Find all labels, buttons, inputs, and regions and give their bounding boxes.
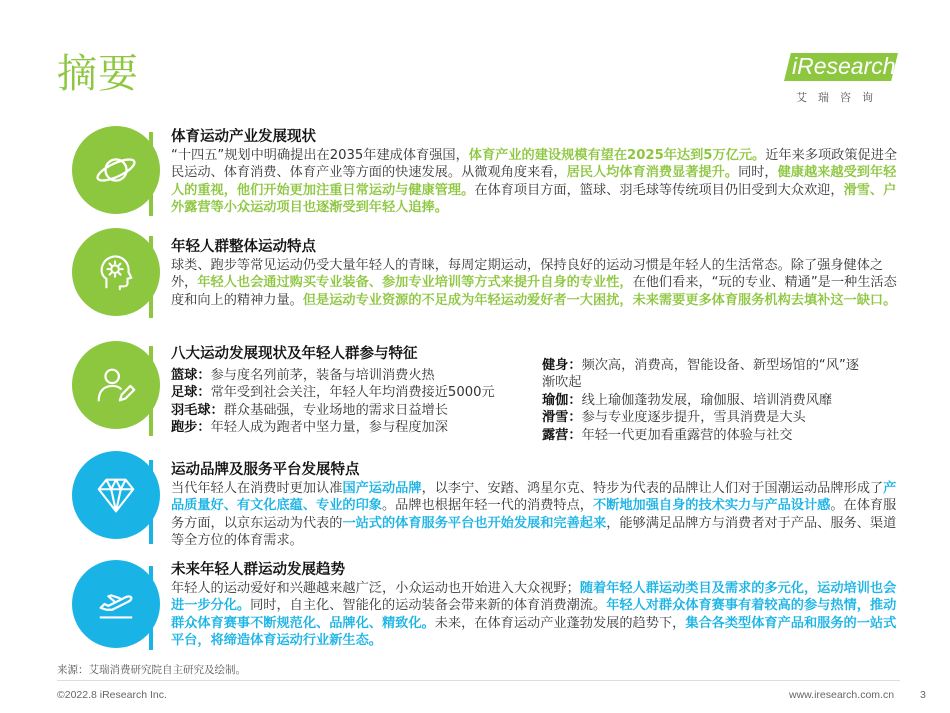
- sport-description: 频次高，消费高，智能设备、新型场馆的“风”逐渐吹起: [542, 358, 859, 391]
- highlight-text: 健康越来越受到年轻人的重视，他们开始更加注重日常运动与健康管理。: [171, 165, 897, 198]
- body-text: 在体育项目方面，篮球、羽毛球等传统项目仍旧受到大众欢迎，: [474, 182, 844, 198]
- source-note: 来源：艾瑞消费研究院自主研究及绘制。: [57, 664, 246, 676]
- sport-name: 瑜伽：: [542, 392, 582, 408]
- section-body: [171, 257, 901, 309]
- sports-list-right: [542, 357, 872, 444]
- highlight-text: 一站式的体育服务平台也开始发展和完善起来: [342, 515, 607, 531]
- highlight-text: 年轻人对群众体育赛事有着较高的参与热情，推动群众体育赛事不断规范化、品牌化、精致化。: [171, 598, 897, 631]
- body-text: 在他们看来，“玩的专业、精通”是一种生活态度和向上的精神力量。: [171, 275, 897, 308]
- highlight-text: 集合各类型体育产品和服务的一站式平台，将缔造体育运动行业新生态。: [171, 615, 897, 649]
- section-bar: [149, 236, 153, 318]
- section-young-characteristics: [171, 238, 901, 309]
- sport-name: 羽毛球：: [171, 402, 224, 418]
- sport-name: 跑步：: [171, 420, 211, 436]
- sport-item: [542, 392, 872, 409]
- body-text: 同时，自主化、智能化的运动装备会带来新的体育消费潮流。: [250, 598, 607, 614]
- person-edit-icon: [72, 341, 160, 429]
- highlight-text: 不断地加强自身的技术实力与产品设计感: [593, 498, 831, 514]
- planet-icon: [72, 126, 160, 214]
- section-body: [171, 480, 901, 550]
- body-text: “十四五”规划中明确提出在2035年建成体育强国，: [171, 148, 469, 163]
- section-title: 年轻人群整体运动特点: [171, 239, 316, 255]
- diamond-icon: [72, 451, 160, 539]
- body-text: ，以李宁、安踏、鸿星尔克、特步为代表的品牌让人们对于国潮运动品牌形成了: [421, 481, 884, 496]
- sport-description: 线上瑜伽蓬勃发展，瑜伽服、培训消费风靡: [581, 392, 833, 408]
- highlight-text: 产品质量好、有文化底蕴、专业的印象: [171, 481, 897, 514]
- section-bar: [149, 566, 153, 650]
- copyright: ©2022.8 iResearch Inc.: [57, 689, 167, 701]
- body-text: 近年来多项政策促进全民运动、体育消费、体育产业等方面的快速发展。从微观角度来看，: [171, 148, 898, 181]
- body-text: 当代年轻人在消费时更加认准: [171, 481, 343, 496]
- section-industry-status: [171, 128, 901, 217]
- sport-name: 滑雪：: [542, 410, 582, 426]
- section-brand-platform: [171, 461, 901, 550]
- sport-description: 参与专业度逐步提升，雪具消费是大头: [581, 410, 806, 426]
- section-title: 运动品牌及服务平台发展特点: [171, 462, 360, 478]
- highlight-text: 年轻人也会通过购买专业装备、参加专业培训等方式来提升自身的专业性，: [197, 275, 633, 291]
- section-bar: [149, 346, 153, 436]
- sport-description: 参与度名列前茅，装备与培训消费火热: [210, 368, 435, 383]
- section-body: [171, 147, 901, 217]
- sport-description: 群众基础强，专业场地的需求日益增长: [223, 402, 448, 418]
- section-bar: [149, 460, 153, 544]
- sport-item: [171, 384, 531, 401]
- logo-subtitle: 艾瑞咨询: [796, 91, 884, 104]
- sport-name: 足球：: [171, 385, 211, 401]
- highlight-text: 居民人均体育消费显著提升。: [566, 165, 739, 181]
- iresearch-logo: [784, 49, 904, 109]
- sports-list-left: [171, 367, 531, 437]
- highlight-text: 随着年轻人群运动类目及需求的多元化，运动培训也会进一步分化。: [171, 581, 897, 614]
- sport-name: 篮球：: [171, 368, 211, 383]
- sport-item: [171, 367, 531, 384]
- body-text: 。在体育服务方面，以京东运动为代表的: [171, 498, 897, 531]
- highlight-text: 但是运动专业资源的不足成为年轻运动爱好者一大困扰，未来需要更多体育服务机构去填补这一缺口。: [302, 292, 897, 308]
- sport-name: 健身：: [542, 358, 582, 373]
- page-number: 3: [920, 689, 926, 701]
- website-link[interactable]: www.iresearch.com.cn: [789, 689, 895, 701]
- sport-item: [171, 402, 531, 419]
- sport-item: [542, 427, 872, 444]
- logo-text: iResearch: [792, 53, 896, 79]
- section-future-trends: [171, 561, 901, 650]
- sport-name: 露营：: [542, 427, 582, 443]
- highlight-text: 体育产业的建设规模有望在2025年达到5万亿元。: [468, 148, 766, 163]
- section-title: 未来年轻人群运动发展趋势: [171, 562, 345, 578]
- body-text: 年轻人的运动爱好和兴趣越来越广泛，小众运动也开始进入大众视野；: [171, 581, 580, 596]
- body-text: 同时，: [738, 165, 778, 181]
- page-title: 摘要: [57, 51, 139, 97]
- section-title: 体育运动产业发展现状: [171, 129, 316, 145]
- highlight-text: 国产运动品牌: [342, 481, 422, 496]
- sport-description: 常年受到社会关注，年轻人年均消费接近5000元: [210, 385, 495, 401]
- section-body: [171, 580, 901, 650]
- body-text: 。品牌也根据年轻一代的消费特点，: [382, 498, 593, 514]
- sport-description: 年轻一代更加看重露营的体验与社交: [581, 427, 793, 443]
- section-title: 八大运动发展现状及年轻人群参与特征: [171, 346, 418, 362]
- body-text: 未来，在体育运动产业蓬勃发展的趋势下，: [434, 615, 686, 631]
- section-bar: [149, 132, 153, 216]
- highlight-text: 滑雪、户外露营等小众运动项目也逐渐受到年轻人追捧。: [171, 182, 897, 216]
- sport-item: [171, 419, 531, 436]
- sport-item: [542, 357, 872, 392]
- sport-description: 年轻人成为跑者中坚力量，参与程度加深: [210, 420, 448, 436]
- body-text: ，能够满足品牌方与消费者对于产品、服务、渠道等全方位的体育需求。: [171, 515, 897, 549]
- airplane-icon: [72, 560, 160, 648]
- gear-head-icon: [72, 228, 160, 316]
- sport-item: [542, 409, 872, 426]
- body-text: 球类、跑步等常见运动仍受大量年轻人的青睐，每周定期运动，保持良好的运动习惯是年轻人的生活常态。除了强身健体之外，: [171, 258, 884, 291]
- footer-divider: [57, 680, 900, 681]
